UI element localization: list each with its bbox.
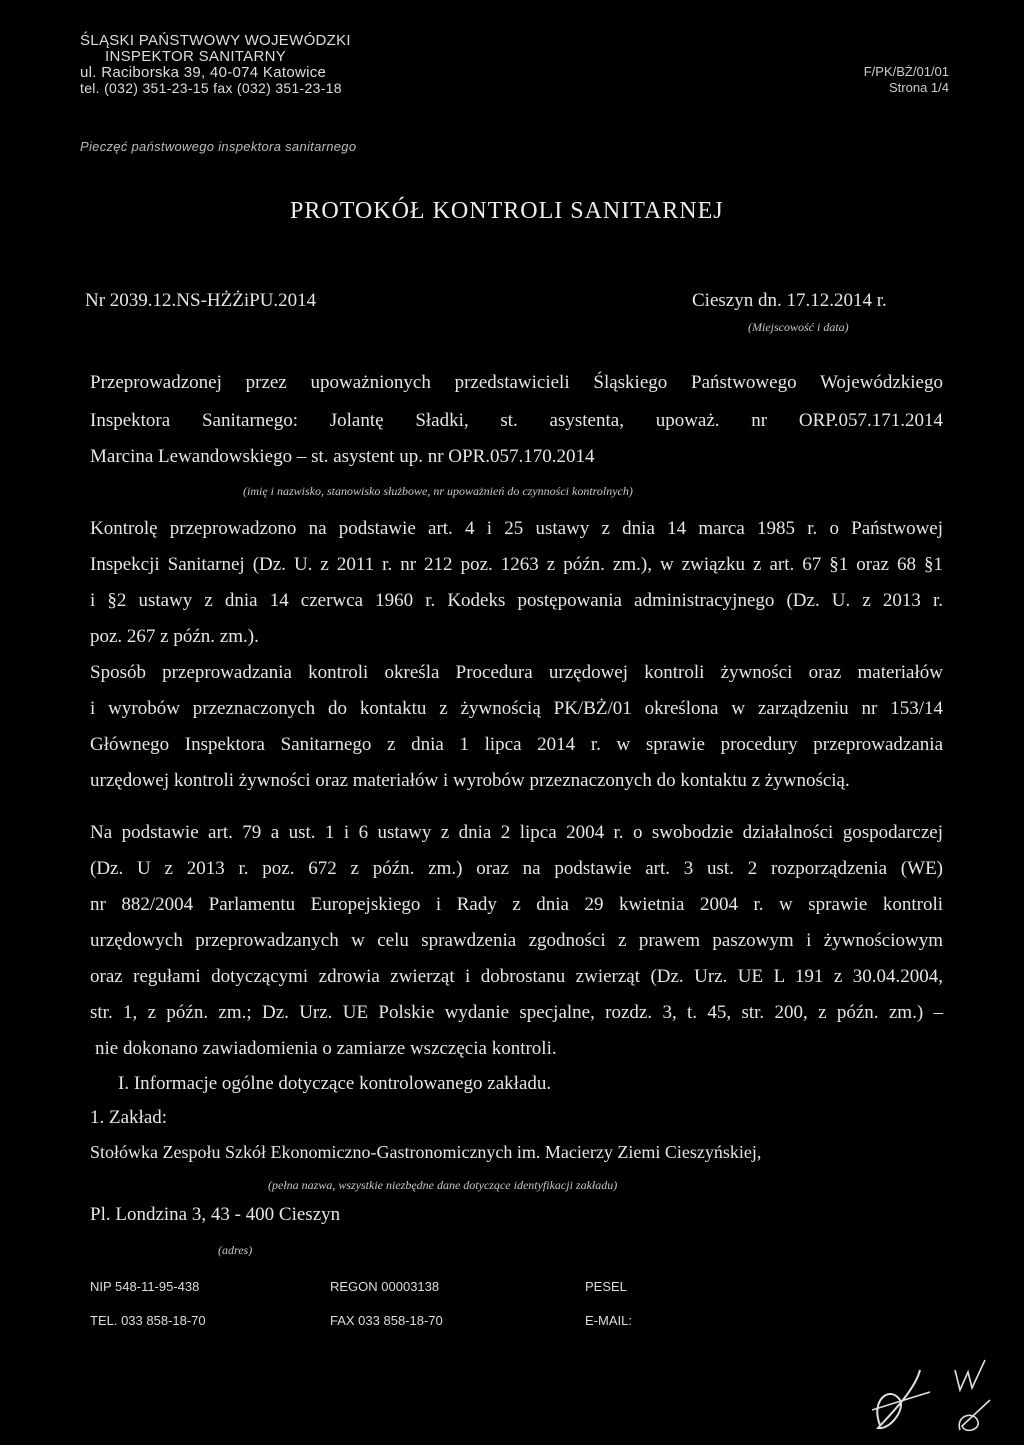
- notice-line-1: Na podstawie art. 79 a ust. 1 i 6 ustawy z dnia 2 lipca 2004 r. o swobodzie działalności gospodarczej: [90, 822, 943, 843]
- establishment-address: Pl. Londzina 3, 43 - 400 Cieszyn: [90, 1204, 341, 1225]
- basis-line-7: Głównego Inspektora Sanitarnego z dnia 1 lipca 2014 r. w sprawie procedury przeprowadzania: [90, 734, 943, 755]
- document-title: PROTOKÓŁ KONTROLI SANITARNEJ: [290, 198, 724, 224]
- establishment-name: Stołówka Zespołu Szkół Ekonomiczno-Gastronomicznych im. Macierzy Ziemi Cieszyńskiej,: [90, 1142, 762, 1162]
- stamp-line-3: ul. Raciborska 39, 40-074 Katowice: [80, 64, 327, 81]
- pesel-field: PESEL: [585, 1279, 627, 1294]
- section-item: 1. Zakład:: [90, 1107, 168, 1128]
- place-date: Cieszyn dn. 17.12.2014 r.: [692, 290, 887, 311]
- establishment-caption: (pełna nazwa, wszystkie niezbędne dane dotyczące identyfikacji zakładu): [268, 1178, 618, 1192]
- inspectors-line-1: Przeprowadzonej przez upoważnionych przedstawicieli Śląskiego Państwowego Wojewódzkiego: [90, 372, 943, 393]
- regon-field: REGON 00003138: [330, 1279, 440, 1294]
- stamp-line-1: ŚLĄSKI PAŃSTWOWY WOJEWÓDZKI: [80, 32, 351, 49]
- stamp-line-2: INSPEKTOR SANITARNY: [105, 48, 287, 65]
- notice-line-4: urzędowych przeprowadzanych w celu sprawdzenia zgodności z prawem paszowym i żywnościowym: [90, 930, 943, 951]
- nip-field: NIP 548-11-95-438: [90, 1279, 200, 1294]
- basis-line-1: Kontrolę przeprowadzono na podstawie art. 4 i 25 ustawy z dnia 14 marca 1985 r. o Państwowej: [90, 518, 943, 539]
- basis-line-8: urzędowej kontroli żywności oraz materiałów i wyrobów przeznaczonych do kontaktu z żywnością.: [90, 770, 850, 791]
- tel-field: TEL. 033 858-18-70: [90, 1313, 206, 1328]
- place-date-caption: (Miejscowość i data): [748, 320, 849, 334]
- notice-line-7: nie dokonano zawiadomienia o zamiarze wszczęcia kontroli.: [95, 1038, 557, 1059]
- stamp-line-4: tel. (032) 351-23-15 fax (032) 351-23-18: [80, 80, 342, 96]
- inspectors-line-3: Marcina Lewandowskiego – st. asystent up. nr OPR.057.170.2014: [90, 446, 595, 467]
- notice-line-3: nr 882/2004 Parlamentu Europejskiego i Rady z dnia 29 kwietnia 2004 r. w sprawie kontroli: [90, 894, 943, 915]
- address-caption: (adres): [218, 1243, 253, 1257]
- notice-line-6: str. 1, z późn. zm.; Dz. Urz. UE Polskie wydanie specjalne, rozdz. 3, t. 45, str. 200, z późn. zm.) –: [90, 1002, 943, 1023]
- handwritten-signatures: [860, 1330, 1010, 1440]
- inspectors-line-2: Inspektora Sanitarnego: Jolantę Sładki, st. asystenta, upoważ. nr ORP.057.171.2014: [90, 410, 943, 431]
- inspectors-caption: (imię i nazwisko, stanowisko służbowe, nr upoważnień do czynności kontrolnych): [243, 484, 633, 498]
- basis-line-5: Sposób przeprowadzania kontroli określa Procedura urzędowej kontroli żywności oraz materiałów: [90, 662, 943, 683]
- notice-line-2: (Dz. U z 2013 r. poz. 672 z późn. zm.) oraz na podstawie art. 3 ust. 2 rozporządzenia (WE): [90, 858, 943, 879]
- notice-line-5: oraz regułami dotyczącymi zdrowia zwierząt i dobrostanu zwierząt (Dz. Urz. UE L 191 z 30.04.2004,: [90, 966, 943, 987]
- basis-line-3: i §2 ustawy z dnia 14 czerwca 1960 r. Kodeks postępowania administracyjnego (Dz. U. z 2013 r.: [90, 590, 943, 611]
- page-indicator: Strona 1/4: [889, 80, 949, 95]
- section-heading: I. Informacje ogólne dotyczące kontrolowanego zakładu.: [118, 1073, 552, 1094]
- stamp-caption: Pieczęć państwowego inspektora sanitarnego: [80, 139, 357, 154]
- basis-line-2: Inspekcji Sanitarnej (Dz. U. z 2011 r. nr 212 poz. 1263 z późn. zm.), w związku z art. 67 §1 oraz 68 §1: [90, 554, 943, 575]
- form-code: F/PK/BŻ/01/01: [863, 64, 949, 79]
- protocol-number: Nr 2039.12.NS-HŻŻiPU.2014: [85, 290, 317, 311]
- basis-line-6: i wyrobów przeznaczonych do kontaktu z żywnością PK/BŻ/01 określona w zarządzeniu nr 153/14: [90, 698, 943, 719]
- email-field: E-MAIL:: [585, 1313, 632, 1328]
- basis-line-4: poz. 267 z późn. zm.).: [90, 626, 259, 647]
- fax-field: FAX 033 858-18-70: [330, 1313, 443, 1328]
